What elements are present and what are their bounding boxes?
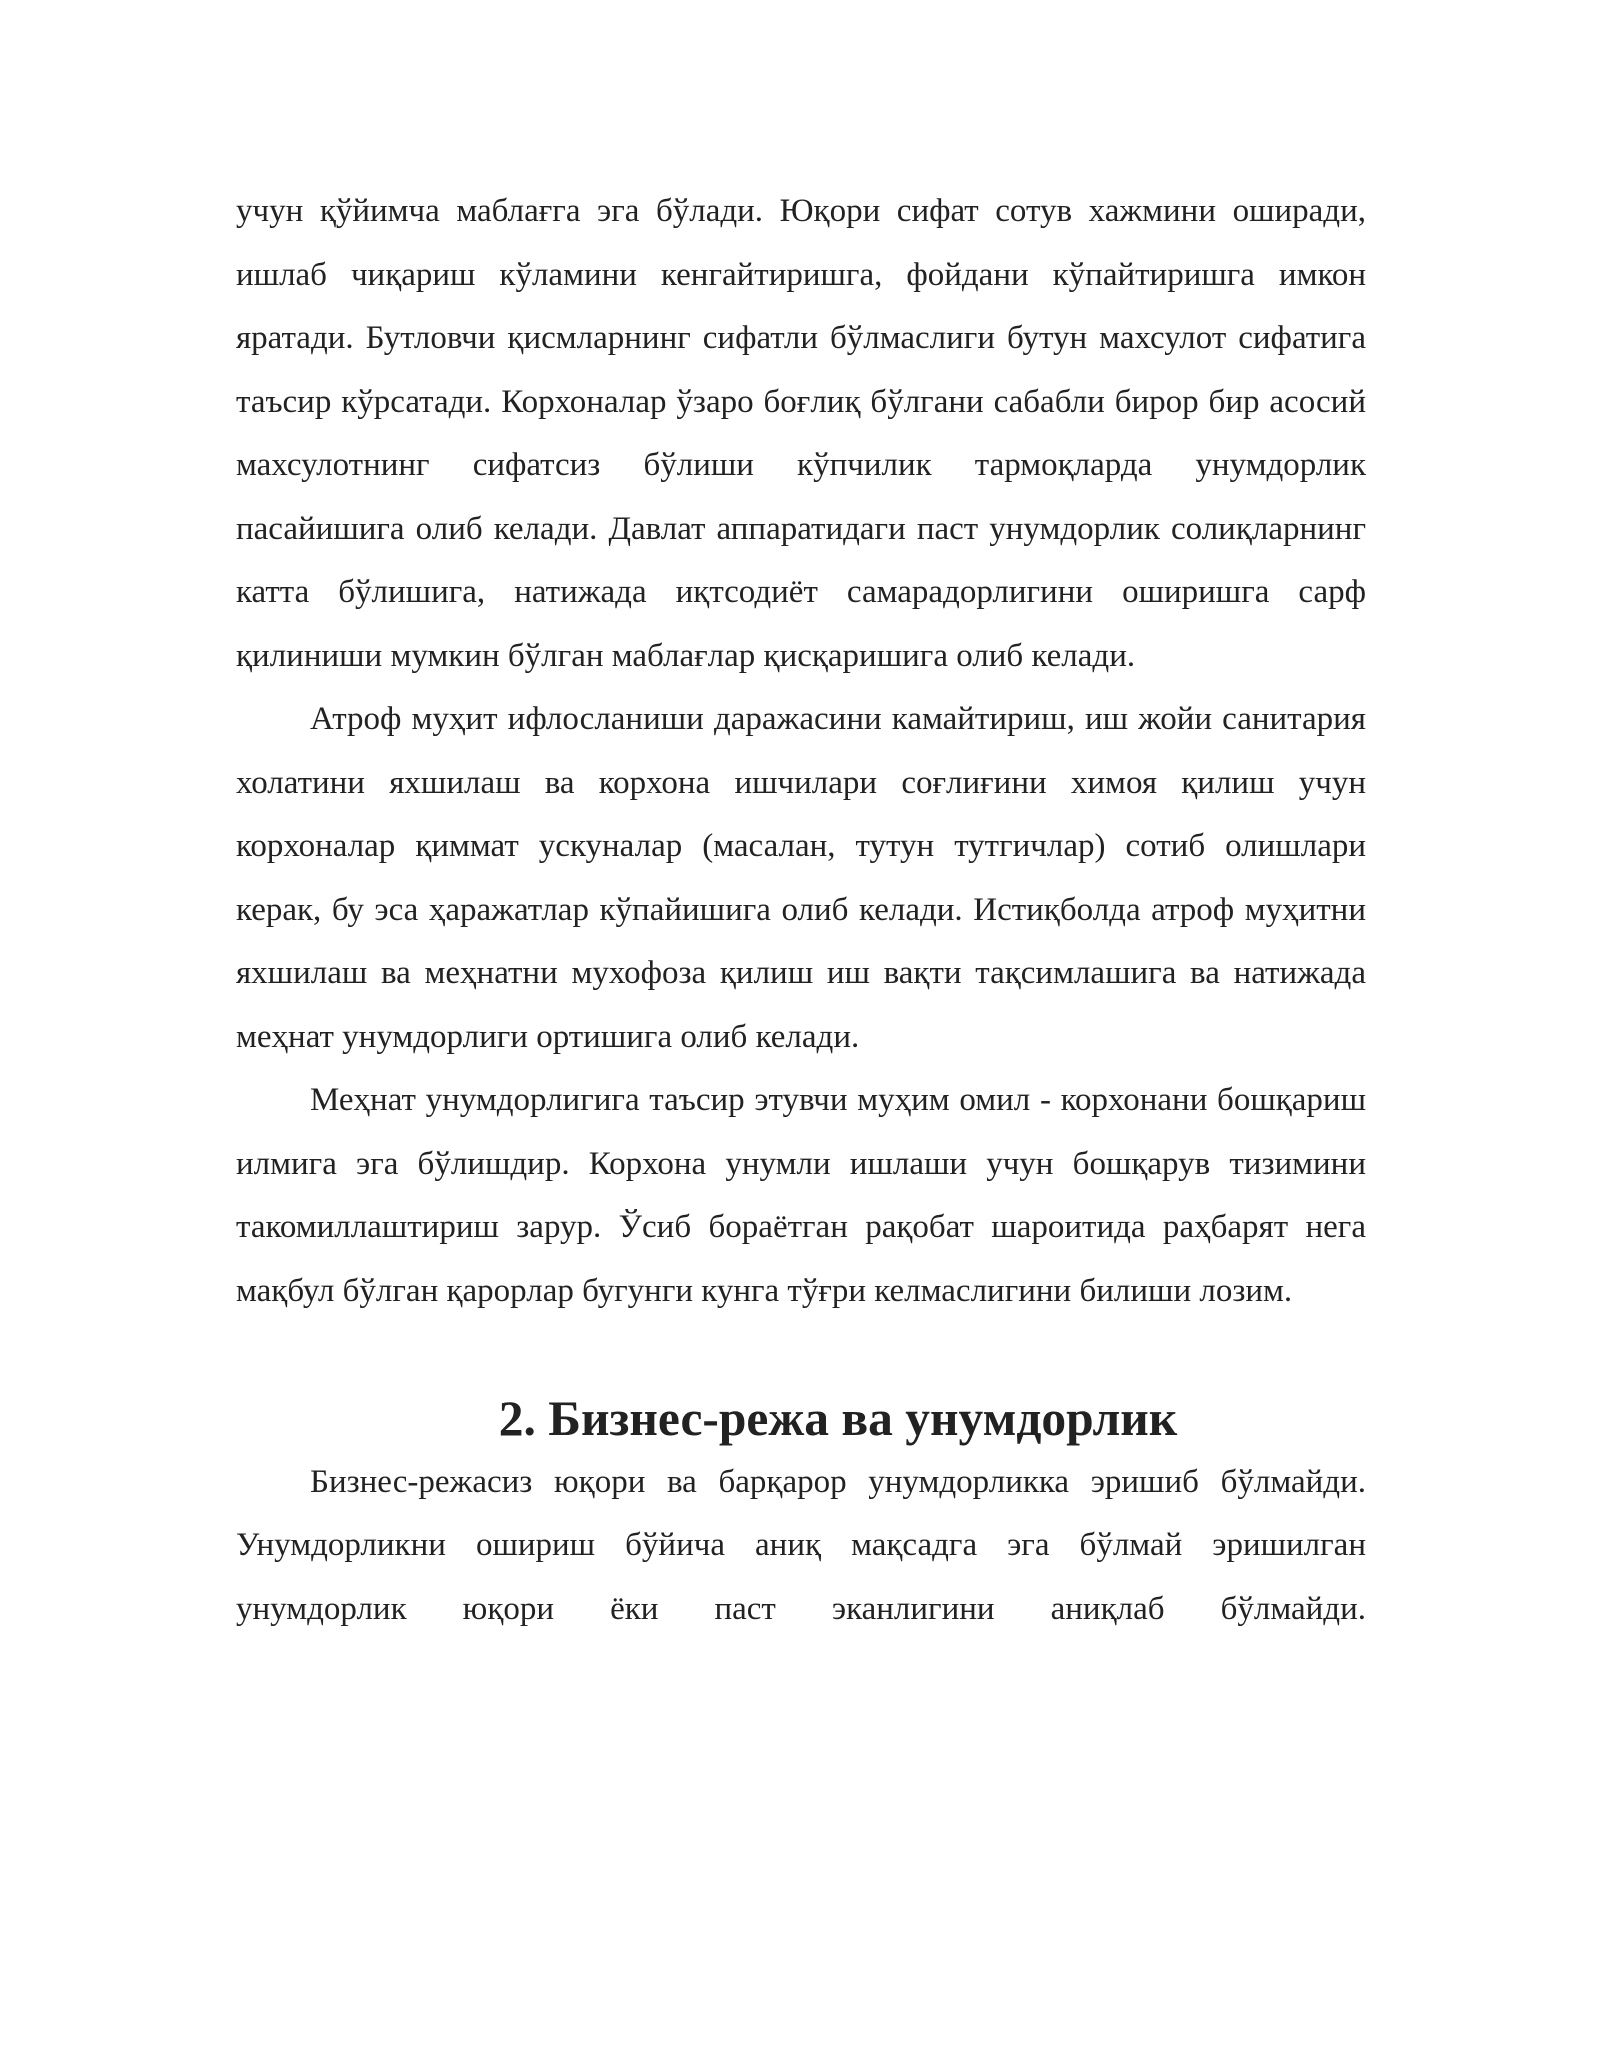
paragraph-environment-protection: Атроф муҳит ифлосланиши даражасини камайтириш, иш жойи санитария холатини яхшилаш ва корхона ишчилари соғлиғини химоя қилиш учун корхоналар қиммат ускуналар (масалан, тутун тутгичлар) сотиб олишлари керак, бу эса ҳаражатлар кўпайишига олиб келади. Истиқболда атроф муҳитни яхшилаш ва меҳнатни мухофоза қилиш иш вақти тақсимлашига ва натижада меҳнат унумдорлиги ортишига олиб келади. [236, 701, 1366, 1055]
section-heading: 2. Бизнес-режа ва унумдорлик [498, 1391, 1178, 1446]
paragraph-business-plan: Бизнес-режасиз юқори ва барқарор унумдорликка эришиб бўлмайди. Унумдорликни ошириш бўйича аниқ мақсадга эга бўлмай эришилган унумдорлик юқори ёки паст эканлигини аниқлаб бўлмайди. [236, 1463, 1366, 1627]
paragraph-management-science: Меҳнат унумдорлигига таъсир этувчи муҳим омил - корхонани бошқариш илмига эга бўлишдир. Корхона унумли ишлаши учун бошқарув тизимини такомиллаштириш зарур. Ўсиб бораётган рақобат шароитида раҳбарят нега мақбул бўлган қарорлар бугунги кунга тўғри келмаслигини билиши лозим. [236, 1082, 1366, 1309]
document-body [236, 180, 1366, 1641]
paragraph-quality-and-productivity: учун қўйимча маблағга эга бўлади. Юқори сифат сотув хажмини оширади, ишлаб чиқариш кўламини кенгайтиришга, фойдани кўпайтиришга имкон яратади. Бутловчи қисмларнинг сифатли бўлмаслиги бутун махсулот сифатига таъсир кўрсатади. Корхоналар ўзаро боғлиқ бўлгани сабабли бирор бир асосий махсулотнинг сифатсиз бўлиши кўпчилик тармоқларда унумдорлик пасайишига олиб келади. Давлат аппаратидаги паст унумдорлик солиқларнинг катта бўлишига, натижада иқтсодиёт самарадорлигини оширишга сарф қилиниши мумкин бўлган маблағлар қисқаришига олиб келади. [236, 193, 1366, 674]
